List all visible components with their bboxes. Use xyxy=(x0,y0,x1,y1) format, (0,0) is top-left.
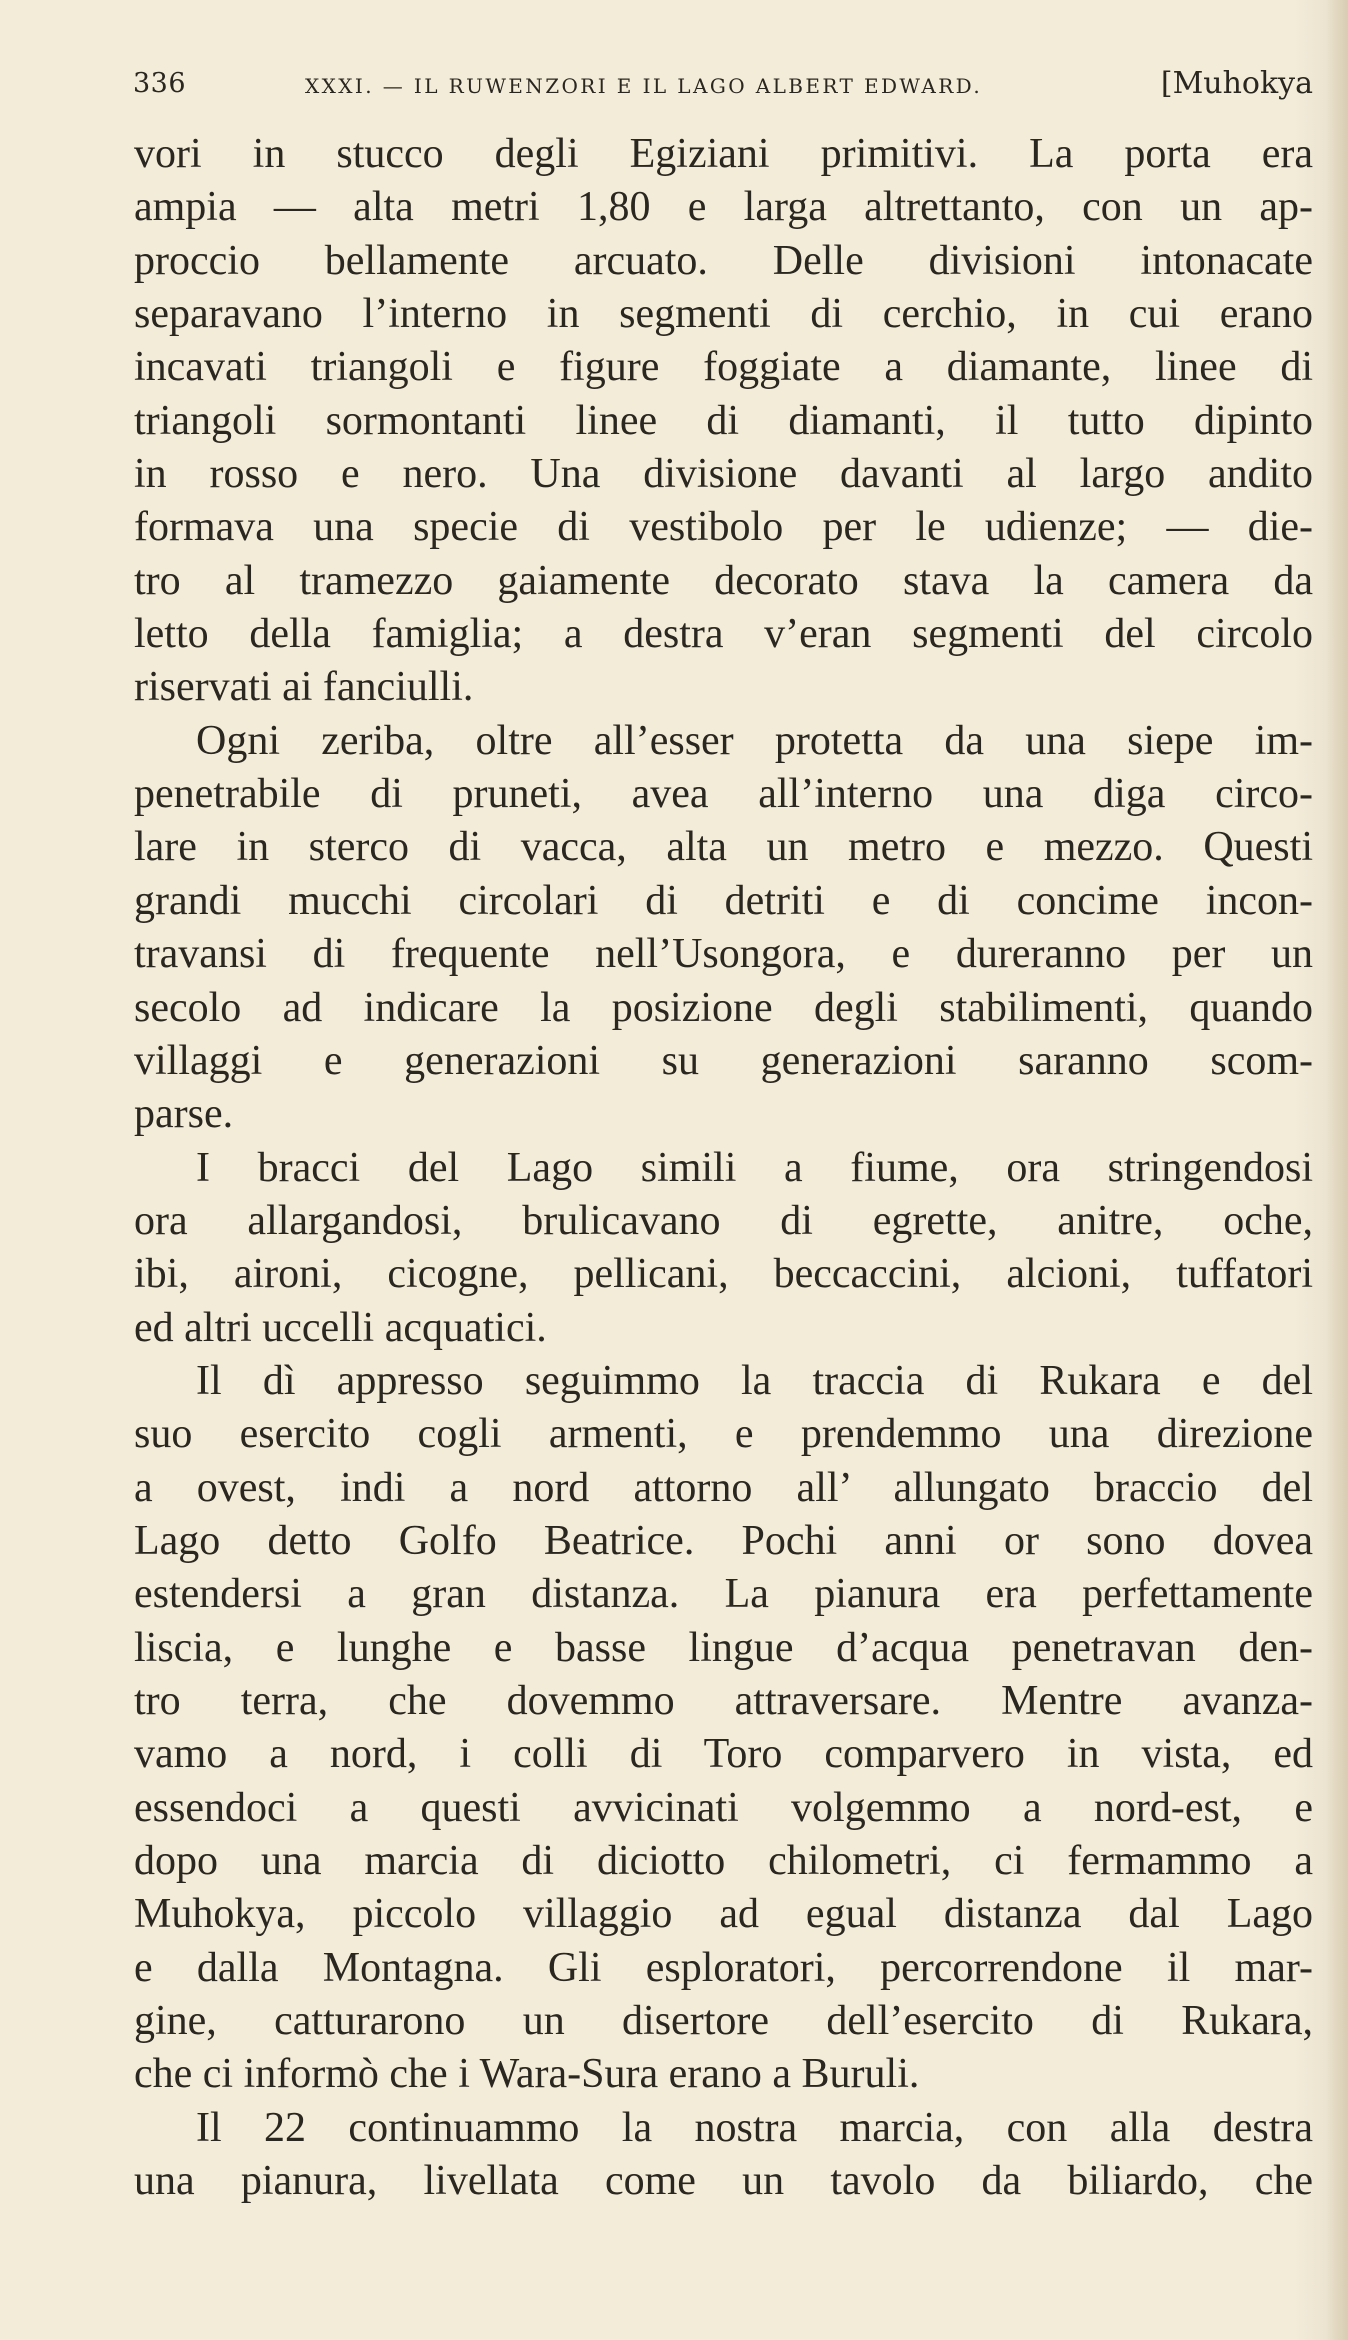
text-line: gine, catturarono un disertore dell’esercito di Rukara, xyxy=(134,1998,1313,2045)
text-line: separavano l’interno in segmenti di cerchio, in cui erano xyxy=(134,291,1313,338)
text-line: ed altri uccelli acquatici. xyxy=(134,1304,547,1351)
text-line: vamo a nord, i colli di Toro comparvero in vista, ed xyxy=(134,1731,1313,1778)
text-line: parse. xyxy=(134,1091,234,1138)
text-line: Ogni zeriba, oltre all’esser protetta da una siepe im- xyxy=(196,717,1313,764)
text-line: che ci informò che i Wara-Sura erano a Buruli. xyxy=(134,2051,920,2098)
text-line: una pianura, livellata come un tavolo da biliardo, che xyxy=(134,2158,1313,2205)
text-line: tro al tramezzo gaiamente decorato stava la camera da xyxy=(134,557,1313,604)
text-line: in rosso e nero. Una divisione davanti al largo andito xyxy=(134,451,1313,498)
text-line: Il 22 continuammo la nostra marcia, con alla destra xyxy=(196,2104,1313,2151)
text-line: riservati ai fanciulli. xyxy=(134,664,474,711)
text-line: penetrabile di pruneti, avea all’interno una diga circo- xyxy=(134,771,1313,818)
text-line: incavati triangoli e figure foggiate a diamante, linee di xyxy=(134,344,1313,391)
text-line: liscia, e lunghe e basse lingue d’acqua penetravan den- xyxy=(134,1624,1313,1671)
body-text xyxy=(134,128,1313,2208)
text-line: Il dì appresso seguimmo la traccia di Rukara e del xyxy=(196,1357,1313,1404)
text-line: grandi mucchi circolari di detriti e di concime incon- xyxy=(134,877,1313,924)
page-edge-shadow xyxy=(1326,0,1348,2340)
text-line: ibi, aironi, cicogne, pellicani, beccaccini, alcioni, tuffatori xyxy=(134,1251,1313,1298)
text-line: ampia — alta metri 1,80 e larga altrettanto, con un ap- xyxy=(134,184,1313,231)
text-line: ora allargandosi, brulicavano di egrette, anitre, oche, xyxy=(134,1197,1313,1244)
text-line: formava una specie di vestibolo per le udienze; — die- xyxy=(134,504,1313,551)
text-line: tro terra, che dovemmo attraversare. Mentre avanza- xyxy=(134,1677,1313,1724)
text-line: letto della famiglia; a destra v’eran segmenti del circolo xyxy=(134,611,1313,658)
text-line: essendoci a questi avvicinati volgemmo a nord-est, e xyxy=(134,1784,1313,1831)
text-line: e dalla Montagna. Gli esploratori, percorrendone il mar- xyxy=(134,1944,1313,1991)
text-line: secolo ad indicare la posizione degli stabilimenti, quando xyxy=(134,984,1313,1031)
text-line: villaggi e generazioni su generazioni saranno scom- xyxy=(134,1037,1313,1084)
text-line: vori in stucco degli Egiziani primitivi. La porta era xyxy=(134,131,1313,177)
text-line: a ovest, indi a nord attorno all’ allungato braccio del xyxy=(134,1464,1313,1511)
text-line: travansi di frequente nell’Usongora, e dureranno per un xyxy=(134,931,1313,978)
text-line: estendersi a gran distanza. La pianura era perfettamente xyxy=(134,1571,1313,1618)
running-head-place: [Muhokya xyxy=(1160,66,1313,101)
page-number: 336 xyxy=(133,68,187,99)
running-header xyxy=(133,64,1313,104)
text-line: proccio bellamente arcuato. Delle divisioni intonacate xyxy=(134,237,1313,284)
text-line: Lago detto Golfo Beatrice. Pochi anni or sono dovea xyxy=(134,1517,1313,1564)
text-line: triangoli sormontanti linee di diamanti, il tutto dipinto xyxy=(134,397,1313,444)
text-line: I bracci del Lago simili a fiume, ora stringendosi xyxy=(196,1144,1313,1191)
chapter-title: XXXI. — IL RUWENZORI E IL LAGO ALBERT EDWARD. xyxy=(305,74,983,98)
text-line: dopo una marcia di diciotto chilometri, ci fermammo a xyxy=(134,1838,1313,1884)
text-line: Muhokya, piccolo villaggio ad egual distanza dal Lago xyxy=(134,1891,1313,1938)
text-line: lare in sterco di vacca, alta un metro e mezzo. Questi xyxy=(134,824,1313,871)
text-line: suo esercito cogli armenti, e prendemmo una direzione xyxy=(134,1411,1313,1458)
